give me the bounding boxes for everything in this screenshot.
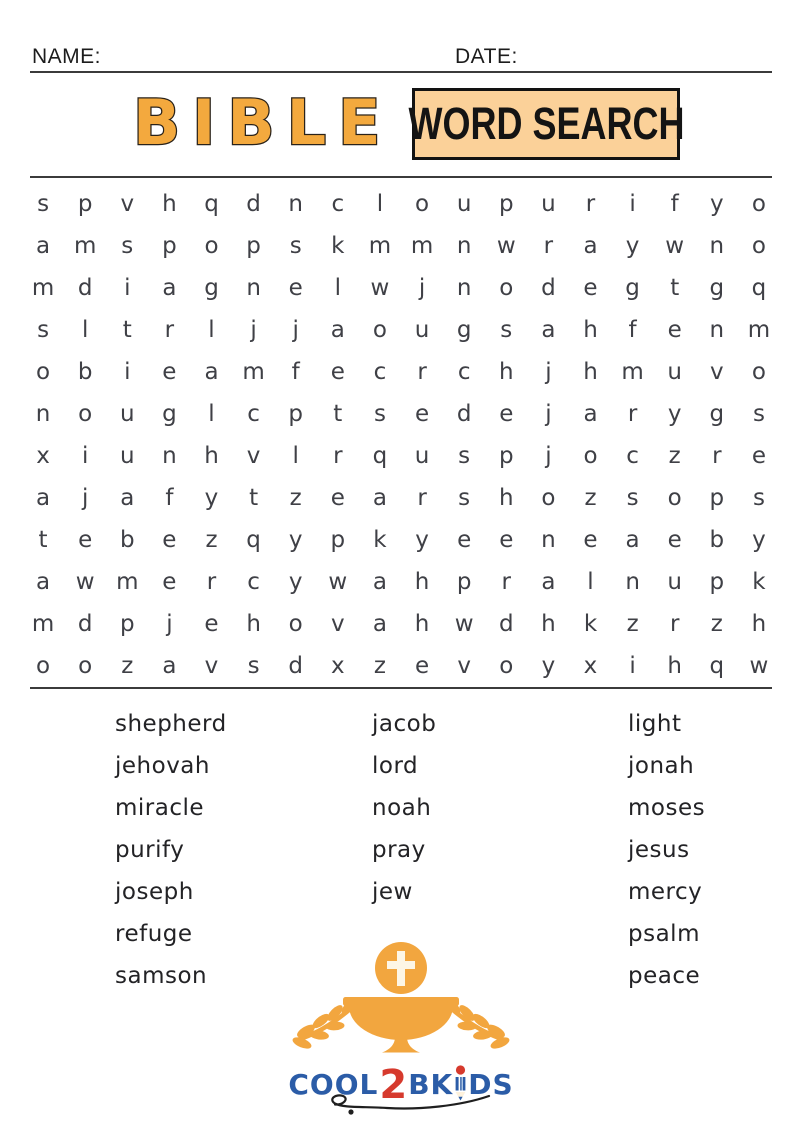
grid-letter: v (331, 610, 345, 637)
grid-letter: r (712, 442, 722, 469)
logo-text-bk: BK (408, 1068, 454, 1101)
word-list-item: jesus (628, 837, 690, 863)
grid-letter: y (288, 568, 303, 595)
grid-letter: q (246, 526, 261, 553)
grid-letter: v (710, 358, 724, 385)
grid-letter: o (36, 652, 51, 679)
grid-letter: o (499, 652, 514, 679)
grid-letter: f (670, 190, 679, 217)
word-list-item: jonah (628, 753, 695, 779)
grid-letter: e (583, 526, 598, 553)
grid-letter: i (629, 652, 636, 679)
name-label: NAME: (32, 45, 102, 68)
word-list-item: moses (628, 795, 706, 821)
logo-text-2: 2 (379, 1062, 408, 1108)
grid-letter: e (78, 526, 93, 553)
grid-letter: o (499, 274, 514, 301)
grid-letter: l (376, 190, 384, 217)
grid-letter: h (583, 316, 598, 343)
grid-letter: h (541, 610, 556, 637)
grid-letter: h (204, 442, 219, 469)
grid-letter: e (457, 526, 472, 553)
grid-letter: w (749, 652, 769, 679)
grid-letter: a (541, 568, 556, 595)
grid-letter: c (457, 358, 471, 385)
grid-letter: s (500, 316, 513, 343)
grid-letter: o (415, 190, 430, 217)
grid-letter: e (751, 442, 766, 469)
grid-letter: d (456, 400, 472, 427)
grid-letter: r (501, 568, 511, 595)
grid-letter: m (31, 274, 55, 301)
logo-swirl-underline (315, 1092, 495, 1118)
header-fill-in-line (30, 71, 772, 73)
word-list-item: jacob (372, 711, 437, 737)
grid-letter: s (121, 232, 134, 259)
grid-letter: i (629, 190, 636, 217)
grid-letter: p (77, 190, 93, 217)
word-list-item: jew (372, 879, 413, 905)
word-list-item: pray (372, 837, 426, 863)
grid-letter: e (288, 274, 303, 301)
grid-letter: r (206, 568, 217, 595)
grid-letter: q (709, 652, 725, 679)
grid-letter: x (331, 652, 345, 679)
grid-letter: g (709, 400, 725, 427)
grid-letter: a (36, 484, 51, 511)
grid-letter: p (119, 610, 135, 637)
grid-letter: a (120, 484, 135, 511)
grid-letter: u (414, 442, 430, 469)
grid-letter: r (417, 484, 427, 511)
grid-letter: i (81, 442, 89, 469)
grid-letter: o (667, 484, 682, 511)
grid-letter: o (78, 400, 93, 427)
grid-letter: m (31, 610, 55, 637)
grid-letter: m (116, 568, 139, 595)
word-list-column-3 (628, 703, 705, 997)
communion-chalice-icon (291, 940, 511, 1065)
grid-letter: f (628, 316, 637, 343)
grid-letter: d (288, 652, 304, 679)
grid-letter: e (667, 316, 682, 343)
word-list-item: miracle (115, 795, 205, 821)
grid-letter: r (627, 400, 638, 427)
grid-letter: p (498, 442, 514, 469)
grid-letter: a (330, 316, 345, 343)
grid-letter: g (204, 274, 219, 301)
word-list-item: mercy (628, 879, 703, 905)
grid-letter: r (543, 232, 554, 259)
grid-letter: z (710, 610, 723, 637)
grid-letter: s (458, 442, 471, 469)
grid-letter: s (289, 232, 302, 259)
grid-letter: l (208, 316, 215, 343)
grid-letter: n (456, 232, 472, 259)
logo-text-cool: COOL (288, 1068, 379, 1101)
word-list-item: samson (115, 963, 208, 989)
grid-letter: k (373, 526, 387, 553)
grid-letter: a (583, 232, 598, 259)
grid-letter: e (499, 526, 514, 553)
grid-letter: e (162, 526, 177, 553)
grid-letter: s (752, 484, 765, 511)
grid-letter: p (246, 232, 261, 259)
grid-letter: h (751, 610, 767, 637)
grid-letter: n (35, 400, 51, 427)
grid-letter: l (334, 274, 342, 301)
grid-letter: g (456, 316, 472, 343)
grid-letter: c (247, 568, 260, 595)
grid-letter: c (247, 400, 260, 427)
grid-letter: e (414, 400, 430, 427)
grid-top-rule (30, 176, 772, 178)
grid-letter: w (328, 568, 348, 595)
grid-letter: m (242, 358, 265, 385)
grid-letter: j (81, 484, 89, 511)
grid-letter: c (373, 358, 387, 385)
grid-letter: s (37, 190, 50, 217)
grid-letter: c (626, 442, 639, 469)
grid-letter: n (288, 190, 303, 217)
grid-letter: e (330, 358, 345, 385)
grid-letter: y (625, 232, 640, 259)
grid-letter: a (583, 400, 598, 427)
grid-letter: s (37, 316, 50, 343)
word-list-item: refuge (115, 921, 193, 947)
grid-letter: g (625, 274, 640, 301)
grid-letter: h (667, 652, 682, 679)
word-list-item: lord (372, 753, 419, 779)
grid-letter: o (751, 190, 766, 217)
grid-letter: e (162, 358, 177, 385)
grid-letter: a (372, 484, 387, 511)
grid-letter: o (751, 232, 766, 259)
grid-letter: z (584, 484, 597, 511)
grid-letter: e (330, 484, 345, 511)
grid-letter: m (747, 316, 771, 343)
grid-letter: o (288, 610, 303, 637)
grid-letter: v (204, 652, 219, 679)
grid-letter: x (583, 652, 598, 679)
page-title: BIBLE (133, 86, 393, 159)
grid-letter: d (541, 274, 556, 301)
grid-letter: l (292, 442, 299, 469)
grid-letter: a (36, 568, 51, 595)
grid-letter: w (665, 232, 685, 259)
grid-letter: u (119, 442, 135, 469)
word-list-item: psalm (628, 921, 700, 947)
grid-letter: b (709, 526, 725, 553)
grid-letter: z (289, 484, 302, 511)
word-list-item: peace (628, 963, 701, 989)
grid-letter: s (247, 652, 260, 679)
grid-letter: l (587, 568, 594, 595)
grid-letter: h (583, 358, 598, 385)
grid-letter: o (36, 358, 51, 385)
grid-letter: h (414, 610, 430, 637)
grid-letter: z (121, 652, 134, 679)
grid-letter: k (752, 568, 766, 595)
grid-letter: n (709, 232, 725, 259)
grid-letter: a (204, 358, 219, 385)
word-search-banner-text: WORD SEARCH (408, 98, 684, 149)
grid-letter: c (331, 190, 345, 217)
grid-letter: u (667, 568, 682, 595)
grid-letter: l (208, 400, 215, 427)
grid-letter: u (667, 358, 682, 385)
grid-letter: y (752, 526, 766, 553)
grid-letter: n (625, 568, 640, 595)
grid-letter: e (204, 610, 219, 637)
grid-letter: t (670, 274, 680, 301)
grid-letter: n (456, 274, 472, 301)
grid-letter: q (204, 190, 219, 217)
grid-letter: a (162, 652, 177, 679)
grid-letter: n (246, 274, 261, 301)
word-list-column-2 (372, 703, 436, 913)
grid-letter: p (288, 400, 304, 427)
logo-text-ds: DS (468, 1068, 514, 1101)
grid-letter: p (709, 484, 725, 511)
grid-letter: j (250, 316, 257, 343)
grid-letter: k (583, 610, 598, 637)
grid-letter: e (162, 568, 177, 595)
grid-letter: m (621, 358, 644, 385)
grid-letter: o (541, 484, 556, 511)
grid-letter: y (288, 526, 303, 553)
grid-letter: y (541, 652, 556, 679)
grid-letter: y (415, 526, 429, 553)
grid-letter: r (669, 610, 680, 637)
grid-letter: u (414, 316, 430, 343)
grid-letter: y (710, 190, 724, 217)
grid-letter: j (545, 400, 552, 427)
grid-letter: o (78, 652, 93, 679)
grid-bottom-rule (30, 687, 772, 689)
grid-letter: u (456, 190, 472, 217)
grid-letter: r (417, 358, 427, 385)
grid-letter: h (498, 484, 514, 511)
grid-letter: p (456, 568, 472, 595)
grid-letter: y (204, 484, 219, 511)
letter-grid (22, 183, 780, 687)
grid-letter: g (709, 274, 725, 301)
grid-letter: m (410, 232, 434, 259)
grid-letter: n (162, 442, 177, 469)
grid-letter: i (124, 274, 131, 301)
grid-letter: p (162, 232, 177, 259)
grid-letter: n (709, 316, 725, 343)
grid-letter: a (36, 232, 51, 259)
grid-letter: d (77, 274, 93, 301)
date-label: DATE: (455, 45, 518, 68)
word-list-item: noah (372, 795, 432, 821)
grid-letter: z (205, 526, 218, 553)
grid-letter: q (372, 442, 388, 469)
grid-letter: b (119, 526, 135, 553)
grid-letter: e (499, 400, 514, 427)
grid-letter: w (496, 232, 516, 259)
grid-letter: b (77, 358, 93, 385)
grid-letter: z (373, 652, 386, 679)
grid-letter: z (668, 442, 681, 469)
grid-letter: s (752, 400, 765, 427)
grid-letter: a (625, 526, 640, 553)
grid-letter: t (122, 316, 132, 343)
grid-letter: a (541, 316, 556, 343)
grid-letter: t (333, 400, 343, 427)
grid-letter: v (246, 442, 261, 469)
word-list-item: shepherd (115, 711, 227, 737)
grid-letter: i (124, 358, 131, 385)
grid-letter: a (372, 610, 387, 637)
grid-letter: e (583, 274, 598, 301)
grid-letter: k (331, 232, 345, 259)
grid-letter: o (372, 316, 387, 343)
grid-letter: y (667, 400, 682, 427)
grid-letter: w (454, 610, 474, 637)
grid-letter: z (626, 610, 639, 637)
grid-letter: s (373, 400, 386, 427)
grid-letter: o (583, 442, 598, 469)
grid-letter: u (541, 190, 556, 217)
word-search-banner (408, 88, 684, 160)
grid-letter: v (457, 652, 471, 679)
grid-letter: f (165, 484, 174, 511)
grid-letter: o (751, 358, 766, 385)
grid-letter: s (458, 484, 471, 511)
grid-letter: r (164, 316, 175, 343)
grid-letter: r (333, 442, 343, 469)
word-list-column-1 (115, 703, 227, 997)
grid-letter: j (418, 274, 426, 301)
grid-letter: n (541, 526, 556, 553)
word-list-item: purify (115, 837, 185, 863)
grid-letter: j (292, 316, 299, 343)
grid-letter: e (414, 652, 430, 679)
grid-letter: f (291, 358, 300, 385)
grid-letter: m (73, 232, 97, 259)
grid-letter: g (162, 400, 177, 427)
grid-letter: j (545, 358, 552, 385)
grid-letter: t (249, 484, 259, 511)
grid-letter: r (585, 190, 596, 217)
grid-letter: t (38, 526, 48, 553)
grid-letter: u (119, 400, 135, 427)
grid-letter: x (36, 442, 50, 469)
grid-letter: w (370, 274, 390, 301)
grid-letter: d (246, 190, 261, 217)
grid-letter: h (246, 610, 261, 637)
grid-letter: a (162, 274, 177, 301)
grid-letter: p (498, 190, 514, 217)
grid-letter: v (120, 190, 135, 217)
grid-letter: d (77, 610, 93, 637)
grid-letter: s (626, 484, 639, 511)
grid-letter: p (709, 568, 725, 595)
grid-letter: j (166, 610, 173, 637)
grid-letter: h (498, 358, 514, 385)
word-list-item: jehovah (115, 753, 210, 779)
grid-letter: q (751, 274, 767, 301)
word-list-item: light (628, 711, 682, 737)
word-list-item: joseph (115, 879, 194, 905)
grid-letter: p (330, 526, 346, 553)
grid-letter: o (204, 232, 219, 259)
grid-letter: h (162, 190, 177, 217)
grid-letter: j (545, 442, 552, 469)
grid-letter: w (75, 568, 95, 595)
grid-letter: a (372, 568, 387, 595)
grid-letter: h (414, 568, 430, 595)
grid-letter: e (667, 526, 682, 553)
grid-letter: l (81, 316, 89, 343)
grid-letter: m (368, 232, 392, 259)
grid-letter: d (498, 610, 514, 637)
